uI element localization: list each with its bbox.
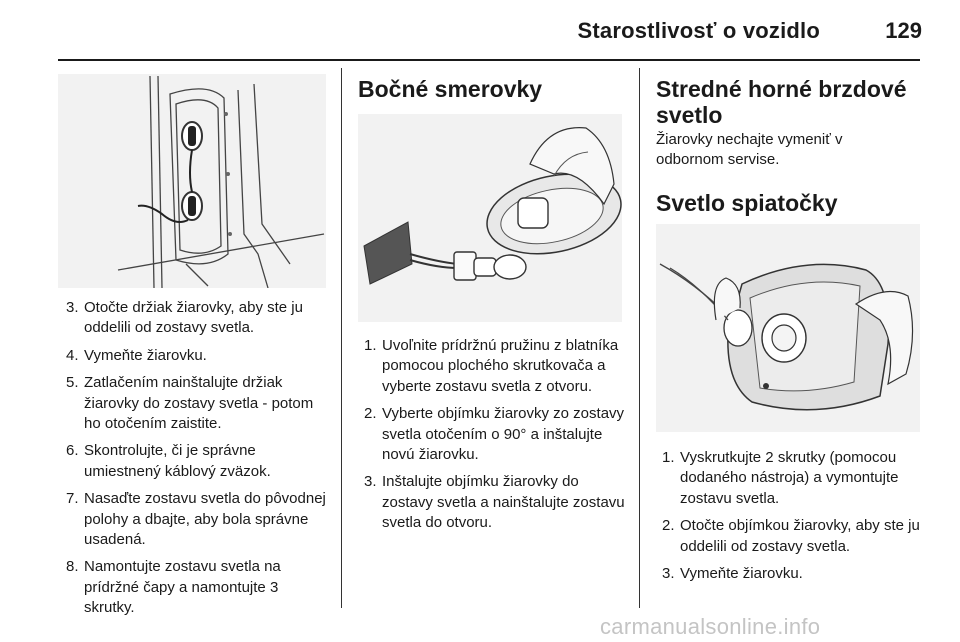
step-text: Uvoľnite prídržnú pružinu z blatníka pomocou plochého skrutkovača a vyberte zostavu svetla z otvoru. (382, 337, 619, 395)
col1-step (66, 489, 330, 550)
reversing-light-illustration (656, 224, 920, 432)
step-number: 6. (66, 442, 79, 460)
column-divider-2 (639, 68, 640, 608)
step-number: 4. (66, 346, 79, 364)
step-text: Vyberte objímku žiarovky zo zostavy svetla otočením o 90° a inštalujte novú žiarovku. (382, 405, 625, 464)
step-text: Zatlačením nainštalujte držiak žiarovky do zostavy svetla - potom ho otočením zaistite. (84, 374, 314, 433)
step-text: Vymeňte žiarovku. (84, 346, 207, 364)
step-number: 2. (364, 405, 377, 423)
page-number: 129 (885, 18, 922, 43)
tail-light-illustration (58, 74, 326, 288)
step-text: Otočte držiak žiarovky, aby ste ju oddelili od zostavy svetla. (84, 299, 303, 337)
section-heading-side-indicators: Bočné smerovky (358, 76, 543, 102)
col2-step (364, 404, 626, 465)
reversing-light-drawing (656, 224, 920, 432)
tail-light-drawing (58, 74, 326, 288)
side-indicator-illustration (358, 114, 622, 322)
side-indicator-drawing (358, 114, 622, 322)
step-text: Vyskrutkujte 2 skrutky (pomocou dodaného nástroja) a vymontujte zostavu svetla. (680, 449, 899, 507)
step-number: 3. (66, 299, 79, 316)
step-text: Otočte objímkou žiarovky, aby ste ju oddelili od zostavy svetla. (680, 517, 920, 555)
watermark: carmanualsonline.info (600, 614, 821, 639)
col1-step (66, 346, 330, 366)
step-number: 2. (662, 517, 675, 535)
section-heading-high-brake-light: Stredné horné brzdové svetlo (656, 76, 907, 128)
col1-step (66, 441, 330, 482)
page-header-title: Starostlivosť o vozidlo (577, 18, 820, 43)
step-text: Skontrolujte, či je správne umiestnený káblový zväzok. (84, 442, 271, 480)
col2-step (364, 336, 626, 397)
col2-step-list (364, 336, 626, 541)
section-heading-reversing-light: Svetlo spiatočky (656, 190, 838, 216)
step-text: Vymeňte žiarovku. (680, 565, 803, 583)
column-divider-1 (341, 68, 342, 608)
step-number: 1. (364, 337, 377, 354)
col1-step (66, 373, 330, 434)
step-number: 7. (66, 490, 79, 508)
col1-step (66, 298, 330, 339)
col1-step-list (66, 298, 330, 626)
step-number: 1. (662, 449, 675, 466)
col3-step (662, 564, 924, 584)
col3-step (662, 448, 924, 509)
col3-step-list (662, 448, 924, 591)
step-text: Namontujte zostavu svetla na prídržné čapy a namontujte 3 skrutky. (84, 558, 281, 617)
step-number: 5. (66, 374, 79, 392)
step-text: Inštalujte objímku žiarovky do zostavy svetla a nainštalujte zostavu svetla do otvoru. (382, 473, 625, 532)
step-number: 3. (662, 565, 675, 583)
brake-light-note: Žiarovky nechajte vymeniť v odbornom servise. (656, 131, 843, 168)
step-number: 3. (364, 473, 377, 491)
step-number: 8. (66, 558, 79, 576)
col1-step (66, 557, 330, 618)
col3-step (662, 516, 924, 557)
col2-step (364, 472, 626, 533)
header-rule (58, 59, 920, 61)
step-text: Nasaďte zostavu svetla do pôvodnej polohy a dbajte, aby bola správne usadená. (84, 490, 326, 549)
